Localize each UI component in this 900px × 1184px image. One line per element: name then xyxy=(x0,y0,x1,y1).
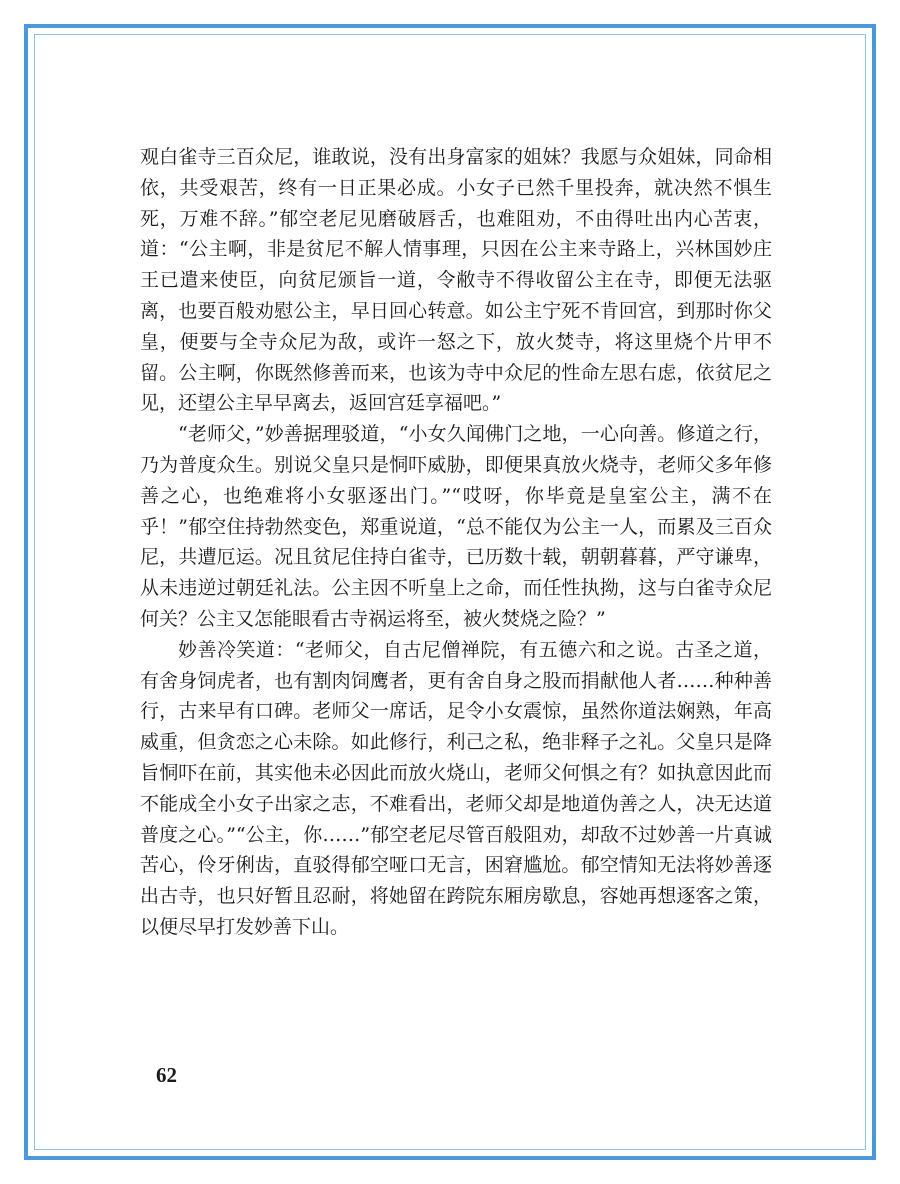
paragraph-3: 妙善冷笑道：“老师父，自古尼僧禅院，有五德六和之说。古圣之道，有舍身饲虎者，也有割肉饲鹰者，更有舍自身之股而捐献他人者……种种善行，古来早有口碑。老师父一席话，足令小女震惊，虽然你道法娴熟，年高威重，但贪恋之心未除。如此修行，利己之私，绝非释子之礼。父皇只是降旨恫吓在前，其实他未必因此而放火烧山，老师父何惧之有？如执意因此而不能成全小女子出家之志，不难看出，老师父却是地道伪善之人，决无达道普度之心。”“公主，你……”郁空老尼尽管百般阻劝，却敌不过妙善一片真诚苦心，伶牙俐齿，直驳得郁空哑口无言，困窘尴尬。郁空情知无法将妙善逐出古寺，也只好暂且忍耐，将她留在跨院东厢房歇息，容她再想逐客之策，以便尽早打发妙善下山。 xyxy=(140,638,772,938)
paragraph-1: 观白雀寺三百众尼，谁敢说，没有出身富家的姐妹？我愿与众姐妹，同命相依，共受艰苦，终有一日正果必成。小女子已然千里投奔，就决然不惧生死，万难不辞。”郁空老尼见磨破唇舌，也难阻劝，不由得吐出内心苦衷，道：“公主啊，非是贫尼不解人情事理，只因在公主来寺路上，兴林国妙庄王已遣来使臣，向贫尼颁旨一道，令敝寺不得收留公主在寺，即便无法驱离，也要百般劝慰公主，早日回心转意。如公主宁死不肯回宫，到那时你父皇，便要与全寺众尼为敌，或许一怒之下，放火焚寺，将这里烧个片甲不留。公主啊，你既然修善而来，也该为寺中众尼的性命左思右虑，依贫尼之见，还望公主早早离去，返回宫廷享福吧。” xyxy=(140,146,772,415)
page-number: 62 xyxy=(156,1063,177,1087)
body-text xyxy=(140,142,772,943)
paragraph-2: “老师父，”妙善据理驳道，“小女久闻佛门之地，一心向善。修道之行，乃为普度众生。别说父皇只是恫吓威胁，即便果真放火烧寺，老师父多年修善之心，也绝难将小女驱逐出门。”“哎呀，你毕竟是皇室公主，满不在乎！”郁空住持勃然变色，郑重说道，“总不能仅为公主一人，而累及三百众尼，共遭厄运。况且贫尼住持白雀寺，已历数十载，朝朝暮暮，严守谦卑，从未违逆过朝廷礼法。公主因不听皇上之命，而任性执拗，这与白雀寺众尼何关？公主又怎能眼看古寺祸运将至，被火焚烧之险？” xyxy=(140,423,772,630)
